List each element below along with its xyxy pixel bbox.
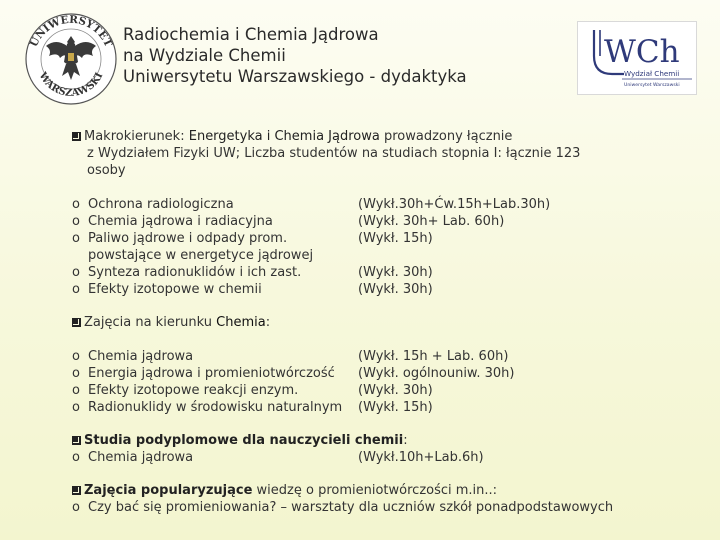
course-hours: (Wykł. 30h): [358, 282, 433, 297]
bullet: o: [72, 500, 80, 515]
faculty-of-chemistry-logo: [577, 21, 697, 95]
list-item: [72, 265, 301, 282]
section4-title: Zajęcia popularyzujące: [84, 483, 253, 498]
title-line-2: na Wydziale Chemii: [123, 46, 286, 65]
course-name: Ochrona radiologiczna: [88, 197, 234, 212]
wch-logo-sub: Uniwersytet Warszawski: [624, 83, 680, 88]
bullet: o: [72, 214, 80, 229]
list-item: [72, 366, 335, 383]
list-item: [72, 282, 262, 299]
section2-label: Zajęcia na kierunku: [84, 315, 217, 330]
course-hours: (Wykł. ogólnouniw. 30h): [358, 366, 515, 381]
workshop-name: Czy bać się promieniowania? – warsztaty dla uczniów szkół ponadpodstawowych: [88, 500, 614, 515]
section2-colon: :: [265, 315, 271, 330]
course-name: Chemia jądrowa: [88, 349, 194, 364]
uw-logo-bottom-text: WARSZAWSKI: [36, 70, 106, 99]
bullet: o: [72, 197, 80, 212]
checkbox-bullet-icon: [72, 486, 81, 495]
section2-major-name: Chemia: [216, 315, 266, 330]
uw-logo-top-text: UNIWERSYTET: [27, 13, 115, 49]
bullet: o: [72, 383, 80, 398]
course-name: Efekty izotopowe w chemii: [88, 282, 262, 297]
course-name: Synteza radionuklidów i ich zast.: [88, 265, 302, 280]
course-name: Radionuklidy w środowisku naturalnym: [88, 400, 343, 415]
bullet: o: [72, 282, 80, 297]
course-name: Chemia jądrowa: [88, 450, 194, 465]
bullet: o: [72, 400, 80, 415]
course-name: Efekty izotopowe reakcji enzym.: [88, 383, 299, 398]
course-name: Chemia jądrowa i radiacyjna: [88, 214, 273, 229]
bullet: o: [72, 231, 80, 246]
bullet: o: [72, 366, 80, 381]
section2-heading: [72, 315, 270, 332]
bullet: o: [72, 349, 80, 364]
section1-intro-line3: osoby: [87, 163, 126, 178]
section3-heading: [72, 433, 408, 450]
course-hours: (Wykł.10h+Lab.6h): [358, 450, 484, 465]
page-title: [123, 24, 467, 87]
university-of-warsaw-logo: [22, 10, 120, 106]
course-hours: (Wykł. 30h): [358, 265, 433, 280]
section4-description: wiedzę o promieniotwórczości m.in..:: [252, 483, 498, 498]
bullet: o: [72, 450, 80, 465]
list-item: [72, 450, 193, 467]
course-hours: (Wykł. 15h): [358, 231, 433, 246]
wch-logo-mark: WCh: [604, 34, 680, 70]
course-name-continuation: powstające w energetyce jądrowej: [88, 248, 314, 263]
course-name: Paliwo jądrowe i odpady prom.: [88, 231, 288, 246]
list-item: [72, 197, 234, 214]
section3-colon: :: [403, 433, 408, 448]
course-hours: (Wykł. 30h+ Lab. 60h): [358, 214, 505, 229]
course-hours: (Wykł. 30h): [358, 383, 433, 398]
checkbox-bullet-icon: [72, 436, 81, 445]
section1-label: Makrokierunek:: [84, 129, 189, 144]
checkbox-bullet-icon: [72, 318, 81, 327]
course-name: Energia jądrowa i promieniotwórczość: [88, 366, 335, 381]
list-item: [72, 383, 298, 400]
section4-heading: [72, 483, 497, 500]
checkbox-bullet-icon: [72, 132, 81, 141]
bullet: o: [72, 265, 80, 280]
section1-intro-suffix: prowadzony łącznie: [379, 129, 513, 144]
course-hours: (Wykł.30h+Ćw.15h+Lab.30h): [358, 197, 551, 212]
list-item: [72, 349, 193, 366]
title-line-3: Uniwersytetu Warszawskiego - dydaktyka: [123, 67, 467, 86]
section1-intro-line1: [72, 129, 512, 146]
section1-program-name: Energetyka i Chemia Jądrowa: [188, 129, 380, 144]
wch-logo-name: Wydział Chemii: [624, 69, 680, 78]
section3-title: Studia podyplomowe dla nauczycieli chemii: [84, 433, 404, 448]
title-line-1: Radiochemia i Chemia Jądrowa: [123, 25, 379, 44]
course-hours: (Wykł. 15h + Lab. 60h): [358, 349, 509, 364]
course-hours: (Wykł. 15h): [358, 400, 433, 415]
list-item: [72, 231, 287, 248]
section1-intro-line2: z Wydziałem Fizyki UW; Liczba studentów na studiach stopnia I: łącznie 123: [87, 146, 581, 161]
list-item: [72, 400, 342, 417]
list-item: [72, 500, 613, 517]
list-item: [72, 214, 273, 231]
